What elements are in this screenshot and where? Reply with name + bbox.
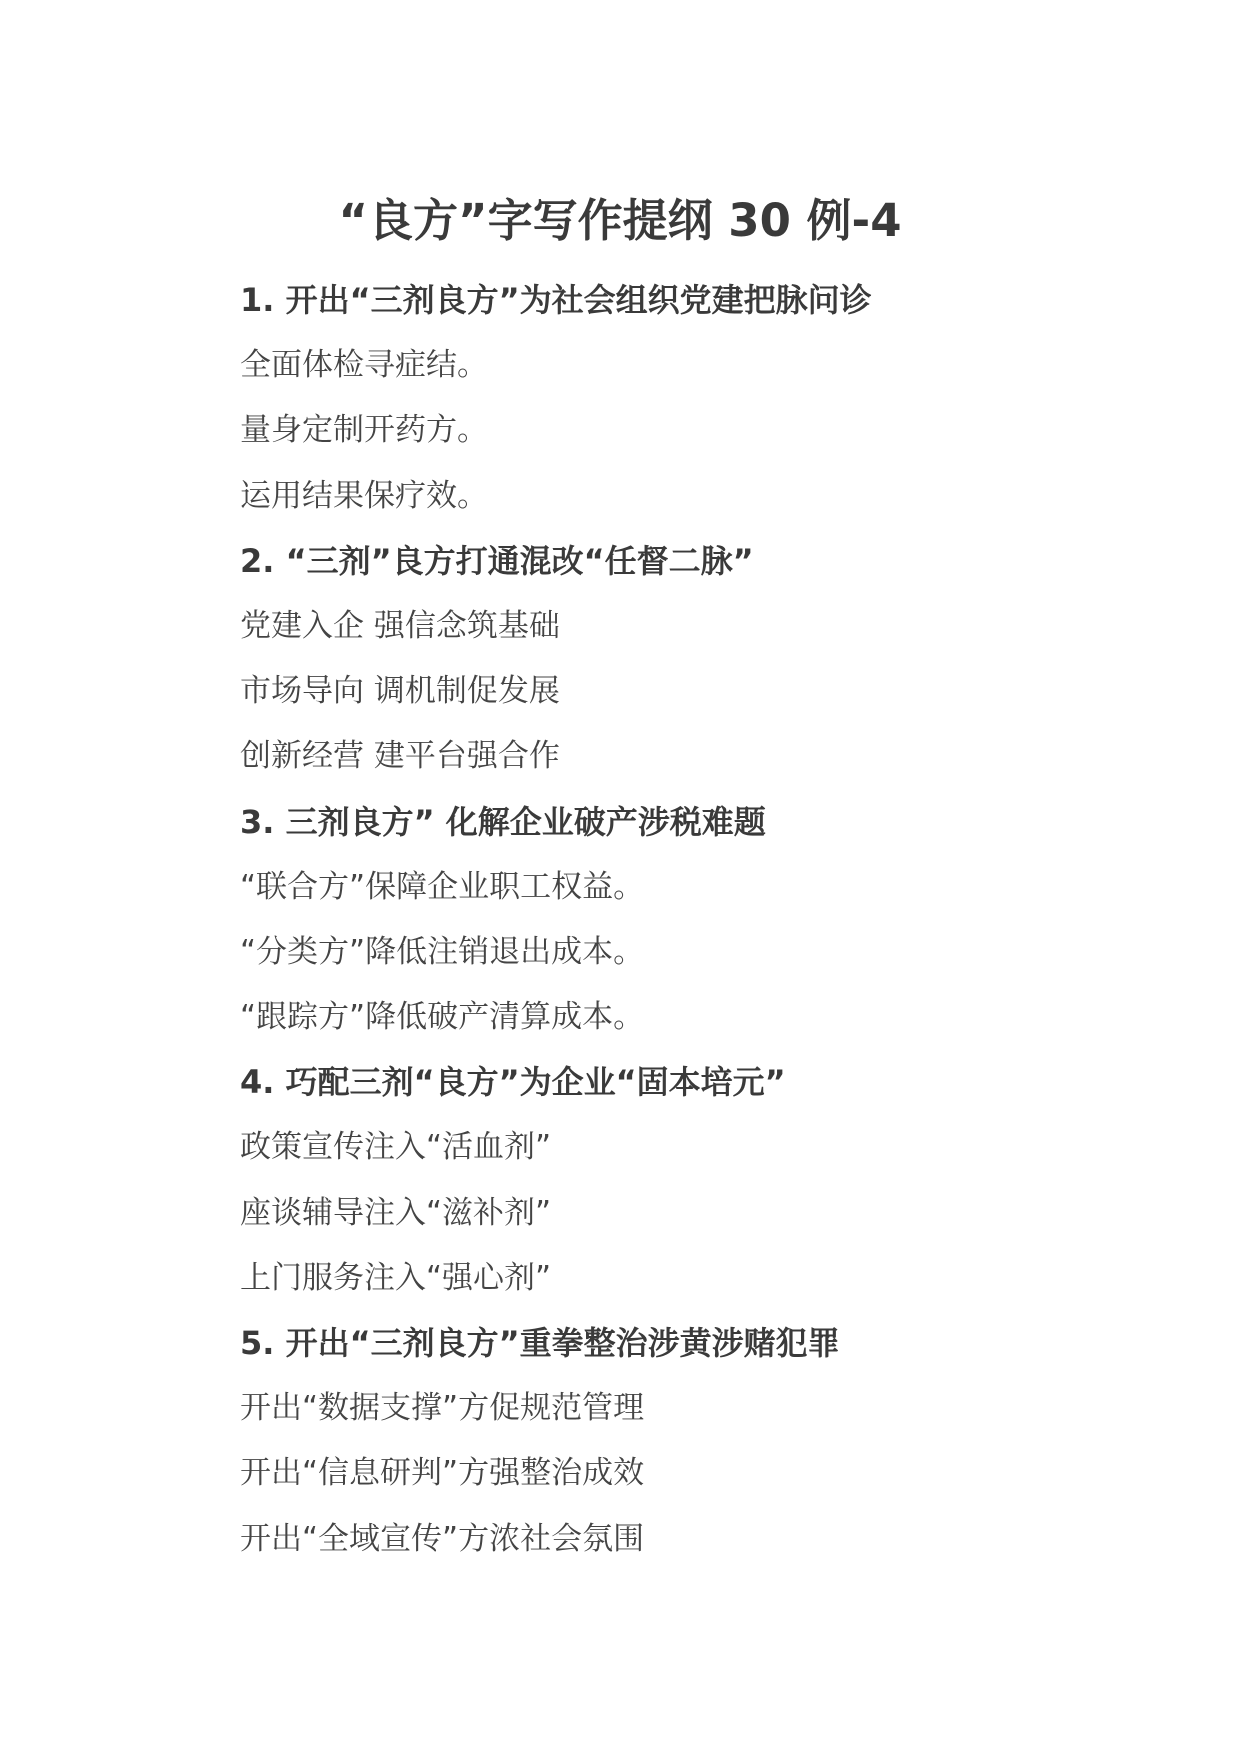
section-item: 量身定制开药方。 <box>240 412 488 449</box>
section-item: “跟踪方”降低破产清算成本。 <box>240 999 645 1036</box>
section-heading: 3. 三剂良方” 化解企业破产涉税难题 <box>240 802 766 841</box>
document-title: “良方”字写作提纲 30 例-4 <box>338 194 902 247</box>
section-item: “分类方”降低注销退出成本。 <box>240 933 645 970</box>
section-heading: 5. 开出“三剂良方”重拳整治涉黄涉赌犯罪 <box>240 1324 840 1362</box>
section-item: 政策宣传注入“活血剂” <box>240 1129 552 1166</box>
section-heading: 4. 巧配三剂“良方”为企业“固本培元” <box>240 1063 786 1102</box>
section-item: 全面体检寻症结。 <box>240 347 488 384</box>
section-item: 市场导向 调机制促发展 <box>240 673 560 710</box>
section-item: 开出“信息研判”方强整治成效 <box>240 1455 645 1492</box>
outline-list <box>240 268 1180 1572</box>
section-item: 党建入企 强信念筑基础 <box>240 607 560 644</box>
section-item: 座谈辅导注入“滋补剂” <box>240 1194 552 1231</box>
section-item: 上门服务注入“强心剂” <box>240 1259 552 1296</box>
section-item: 运用结果保疗效。 <box>240 477 488 514</box>
section-item: 开出“全域宣传”方浓社会氛围 <box>240 1520 645 1557</box>
section-heading: 1. 开出“三剂良方”为社会组织党建把脉问诊 <box>240 281 872 319</box>
section-item: 创新经营 建平台强合作 <box>240 738 560 775</box>
section-heading: 2. “三剂”良方打通混改“任督二脉” <box>240 541 754 580</box>
section-item: “联合方”保障企业职工权益。 <box>240 868 645 905</box>
section-item: 开出“数据支撑”方促规范管理 <box>240 1390 645 1427</box>
